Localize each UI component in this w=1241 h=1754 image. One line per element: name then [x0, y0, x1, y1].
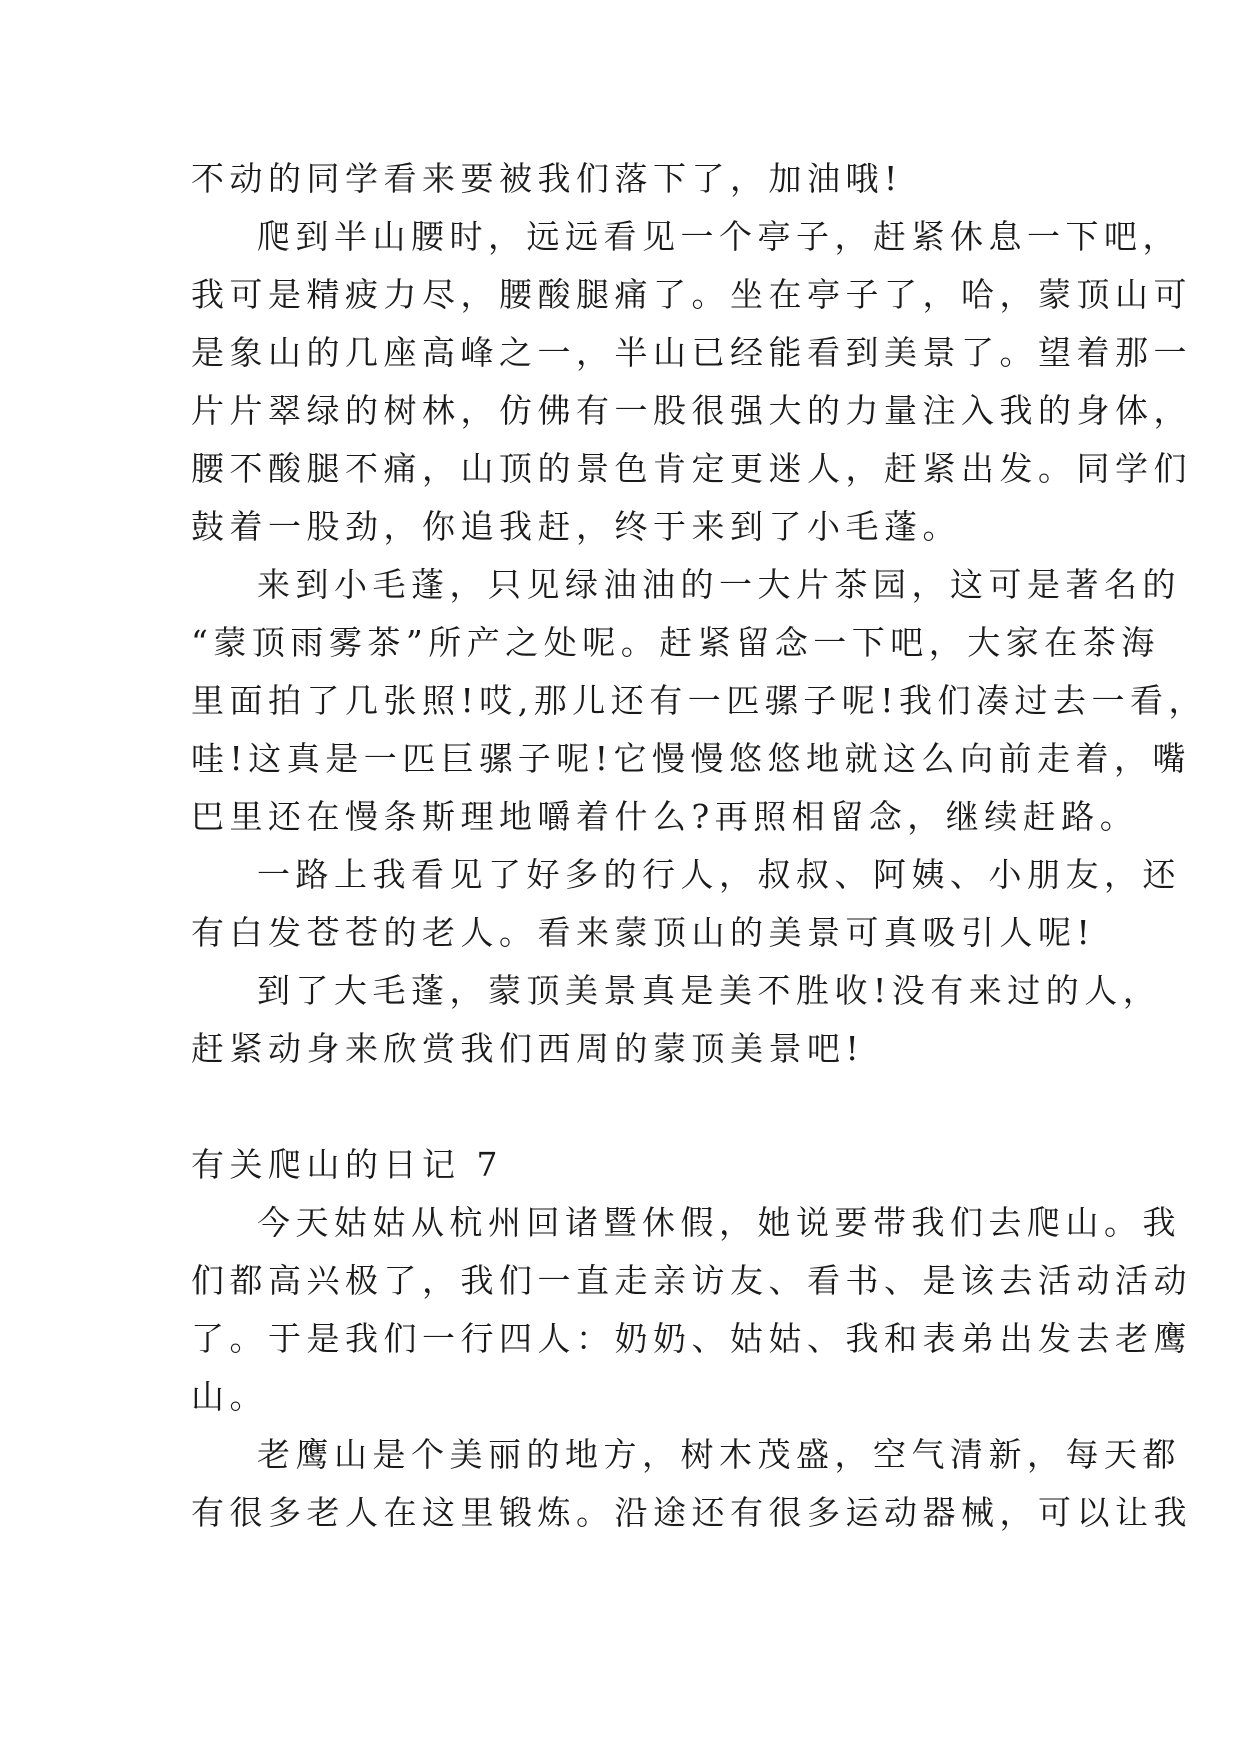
text-line: 有很多老人在这里锻炼。沿途还有很多运动器械，可以让我	[191, 1493, 1192, 1532]
text-line: 是象山的几座高峰之一，半山已经能看到美景了。望着那一	[191, 333, 1192, 372]
paragraph-start-line: 老鹰山是个美丽的地方，树木茂盛，空气清新，每天都	[257, 1435, 1181, 1474]
text-line: “蒙顶雨雾茶”所产之处呢。赶紧留念一下吧，大家在茶海	[191, 623, 1160, 662]
text-line: 赶紧动身来欣赏我们西周的蒙顶美景吧!	[191, 1029, 865, 1068]
text-line: 我可是精疲力尽，腰酸腿痛了。坐在亭子了，哈，蒙顶山可	[191, 275, 1192, 314]
paragraph-start-line: 到了大毛蓬，蒙顶美景真是美不胜收!没有来过的人，	[257, 971, 1162, 1010]
text-line: 了。于是我们一行四人：奶奶、姑姑、我和表弟出发去老鹰	[191, 1319, 1192, 1358]
paragraph-start-line: 爬到半山腰时，远远看见一个亭子，赶紧休息一下吧，	[257, 217, 1181, 256]
text-line: 片片翠绿的树林，仿佛有一股很强大的力量注入我的身体，	[191, 391, 1192, 430]
section-gap	[191, 1078, 1071, 1136]
text-line: 哇!这真是一匹巨骡子呢!它慢慢悠悠地就这么向前走着，嘴	[191, 739, 1192, 778]
text-line: 不动的同学看来要被我们落下了，加油哦!	[191, 159, 903, 198]
text-line: 鼓着一股劲，你追我赶，终于来到了小毛蓬。	[191, 507, 961, 546]
text-line: 里面拍了几张照!哎,那儿还有一匹骡子呢!我们凑过去一看，	[191, 681, 1208, 720]
text-line: 们都高兴极了，我们一直走亲访友、看书、是该去活动活动	[191, 1261, 1192, 1300]
text-line: 山。	[191, 1377, 268, 1416]
document-body	[191, 150, 1208, 1542]
text-line: 巴里还在慢条斯理地嚼着什么?再照相留念，继续赶路。	[191, 797, 1139, 836]
paragraph-start-line: 一路上我看见了好多的行人，叔叔、阿姨、小朋友，还	[257, 855, 1181, 894]
paragraph-start-line: 来到小毛蓬，只见绿油油的一大片茶园，这可是著名的	[257, 565, 1181, 604]
text-line: 有白发苍苍的老人。看来蒙顶山的美景可真吸引人呢!	[191, 913, 1096, 952]
section-heading: 有关爬山的日记 7	[191, 1145, 503, 1184]
text-line: 腰不酸腿不痛，山顶的景色肯定更迷人，赶紧出发。同学们	[191, 449, 1192, 488]
paragraph-start-line: 今天姑姑从杭州回诸暨休假，她说要带我们去爬山。我	[257, 1203, 1181, 1242]
